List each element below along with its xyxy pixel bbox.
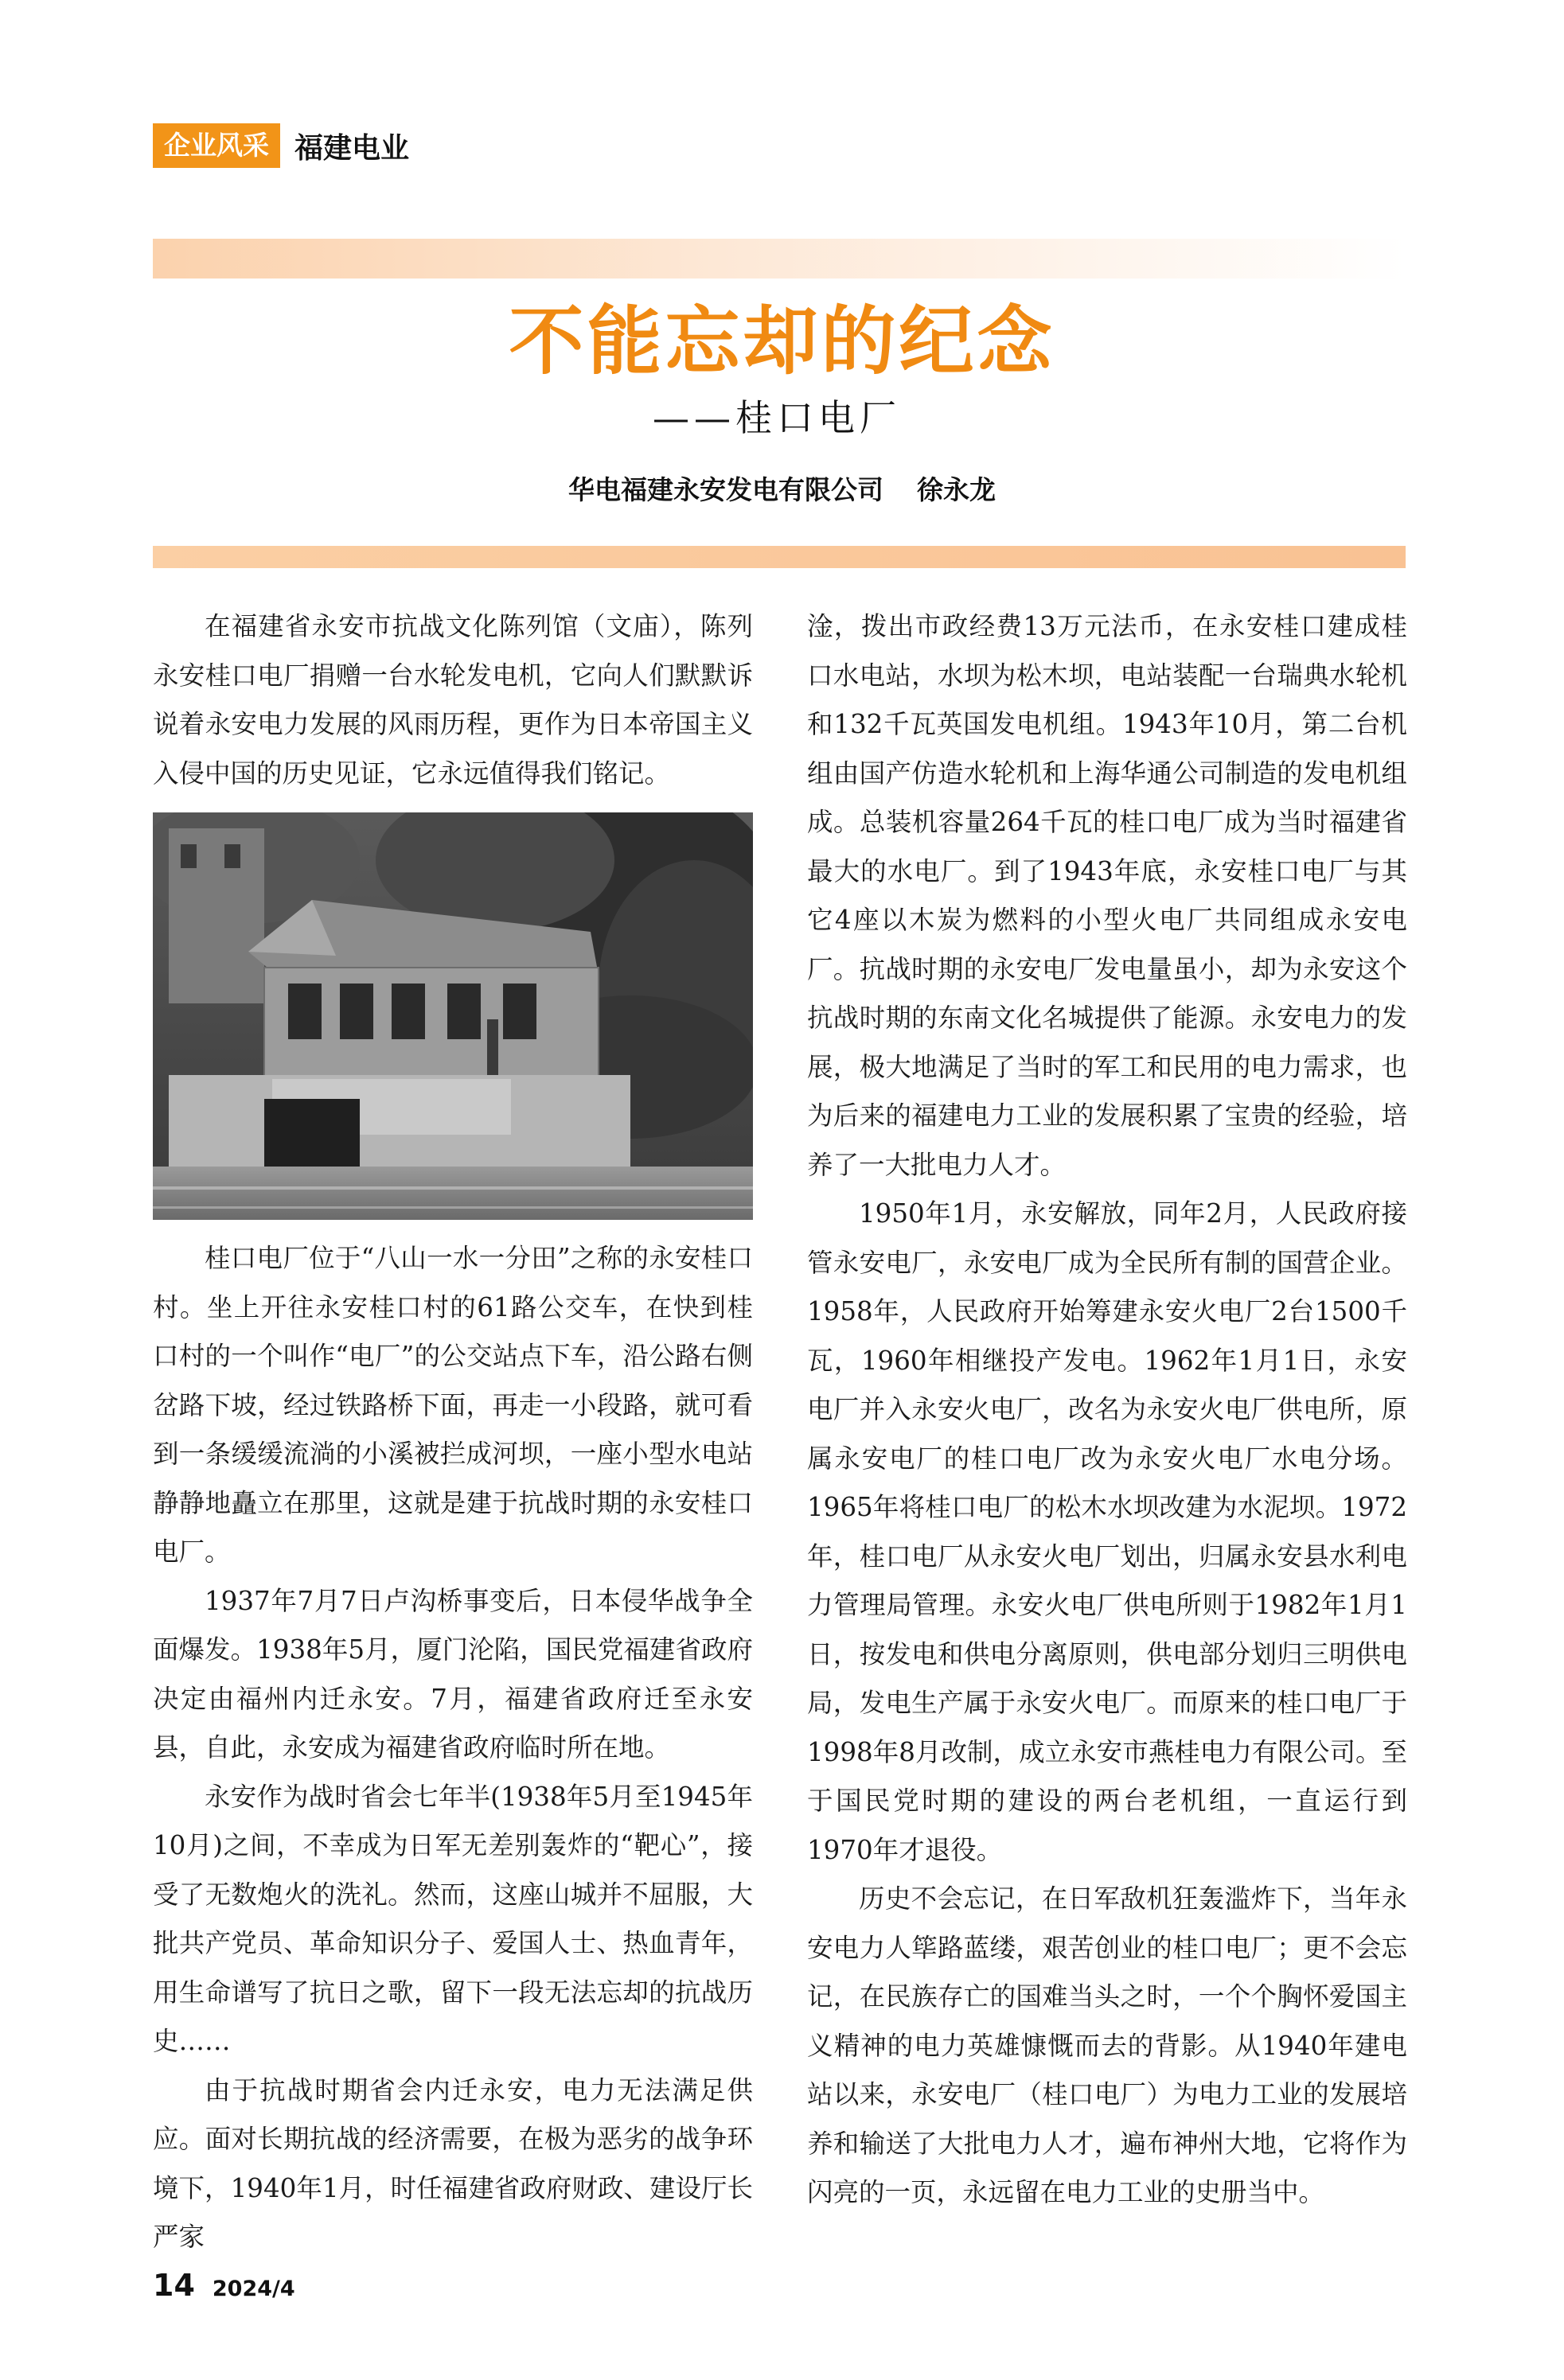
paragraph-4: 永安作为战时省会七年半(1938年5月至1945年10月)之间，不幸成为日军无差别轰炸的“靶心”，接受了无数炮火的洗礼。然而，这座山城并不屈服，大批共产党员、革命知识分子、爱国人士、热血青年，用生命谱写了抗日之歌，留下一段无法忘却的抗战历史…… — [153, 1781, 753, 2056]
paragraph-5-continued: 淦，拨出市政经费13万元法币，在永安桂口建成桂口水电站，水坝为松木坝，电站装配一台瑞典水轮机和132千瓦英国发电机组。1943年10月，第二台机组由国产仿造水轮机和上海华通公司制造的发电机组成。总装机容量264千瓦的桂口电厂成为当时福建省最大的水电厂。到了1943年底，永安桂口电厂与其它4座以木炭为燃料的小型火电厂共同组成永安电厂。抗战时期的永安电厂发电量虽小，却为永安这个抗战时期的东南文化名城提供了能源。永安电力的发展，极大地满足了当时的军工和民用的电力需求，也为后来的福建电力工业的发展积累了宝贵的经验，培养了一大批电力人才。 — [807, 611, 1407, 1180]
section-tag: 企业风采 — [153, 123, 280, 168]
page-number: 14 — [153, 2268, 195, 2303]
page-footer — [153, 2268, 295, 2303]
issue-number: 2024/4 — [212, 2277, 295, 2301]
right-column — [807, 602, 1407, 2218]
title-band — [153, 239, 1406, 279]
section-header — [153, 123, 409, 168]
paragraph-5-start: 由于抗战时期省会内迁永安，电力无法满足供应。面对长期抗战的经济需要，在极为恶劣的战争环境下，1940年1月，时任福建省政府财政、建设厅长严家 — [153, 2074, 753, 2252]
magazine-name: 福建电业 — [294, 131, 410, 165]
paragraph-3: 1937年7月7日卢沟桥事变后，日本侵华战争全面爆发。1938年5月，厦门沦陷，国民党福建省政府决定由福州内迁永安。7月，福建省政府迁至永安县，自此，永安成为福建省政府临时所在地。 — [153, 1585, 753, 1763]
left-column — [153, 602, 753, 2262]
author-organization: 华电福建永安发电有限公司 — [568, 474, 883, 505]
article-title: 不能忘却的纪念 — [509, 298, 1055, 385]
article-author — [0, 471, 1564, 509]
paragraph-7: 历史不会忘记，在日军敌机狂轰滥炸下，当年永安电力人筚路蓝缕，艰苦创业的桂口电厂；更不会忘记，在民族存亡的国难当头之时，一个个胸怀爱国主义精神的电力英雄慷慨而去的背影。从1940年建电站以来，永安电厂（桂口电厂）为电力工业的发展培养和输送了大批电力人才，遍布神州大地，它将作为闪亮的一页，永远留在电力工业的史册当中。 — [807, 1883, 1407, 2207]
divider-band — [153, 546, 1406, 568]
photo-hydropower-station — [153, 812, 753, 1220]
paragraph-2: 桂口电厂位于“八山一水一分田”之称的永安桂口村。坐上开往永安桂口村的61路公交车，在快到桂口村的一个叫作“电厂”的公交站点下车，沿公路右侧岔路下坡，经过铁路桥下面，再走一小段路，就可看到一条缓缓流淌的小溪被拦成河坝，一座小型水电站静静地矗立在那里，这就是建于抗战时期的永安桂口电厂。 — [153, 1243, 753, 1567]
paragraph-1: 在福建省永安市抗战文化陈列馆（文庙），陈列永安桂口电厂捐赠一台水轮发电机，它向人们默默诉说着永安电力发展的风雨历程，更作为日本帝国主义入侵中国的历史见证，它永远值得我们铭记。 — [153, 611, 753, 789]
author-name: 徐永龙 — [917, 474, 996, 505]
paragraph-6: 1950年1月，永安解放，同年2月，人民政府接管永安电厂，永安电厂成为全民所有制的国营企业。1958年，人民政府开始筹建永安火电厂2台1500千瓦，1960年相继投产发电。1962年1月1日，永安电厂并入永安火电厂，改名为永安火电厂供电所，原属永安电厂的桂口电厂改为永安火电厂水电分场。1965年将桂口电厂的松木水坝改建为水泥坝。1972年，桂口电厂从永安火电厂划出，归属永安县水利电力管理局管理。永安火电厂供电所则于1982年1月1日，按发电和供电分离原则，供电部分划归三明供电局，发电生产属于永安火电厂。而原来的桂口电厂于1998年8月改制，成立永安市燕桂电力有限公司。至于国民党时期的建设的两台老机组，一直运行到1970年才退役。 — [807, 1198, 1407, 1865]
article-subtitle: ——桂口电厂 — [653, 396, 901, 439]
